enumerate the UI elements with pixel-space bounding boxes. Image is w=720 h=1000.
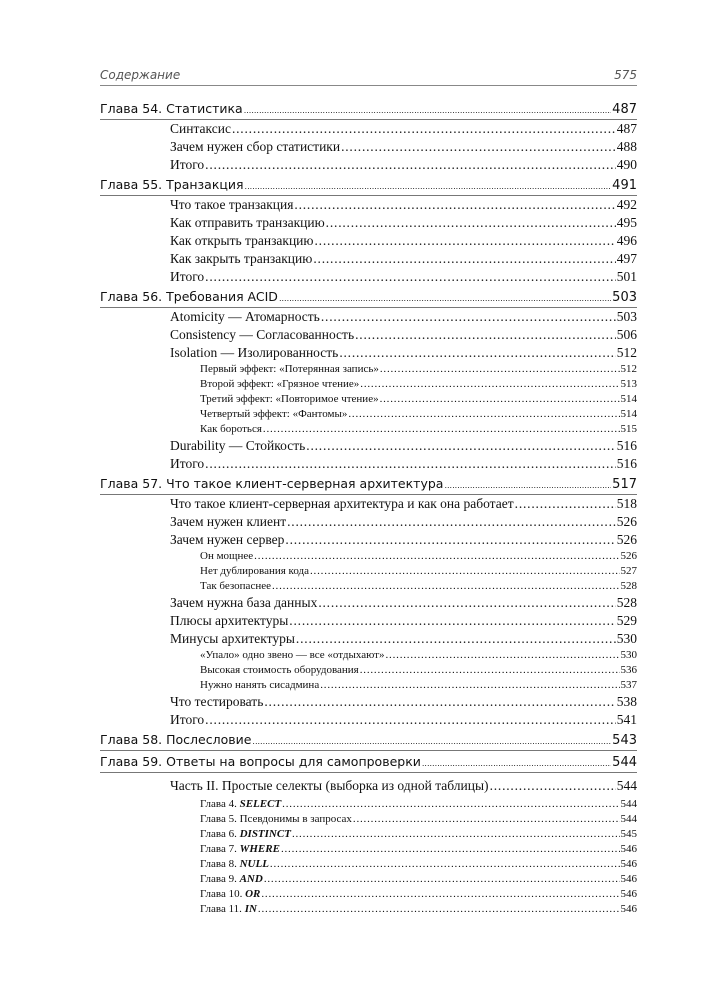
toc-section-entry[interactable] — [100, 437, 637, 455]
entry-title-text: Итого — [170, 456, 205, 471]
entry-title-text: Как открыть транзакцию — [170, 233, 314, 248]
entry-page-number: 526 — [620, 550, 637, 562]
chapter-title: Глава 56. Требования ACID — [100, 289, 278, 304]
entry-title — [200, 392, 379, 407]
entry-title — [170, 156, 204, 174]
toc-subsection-entry[interactable] — [100, 407, 637, 422]
entry-page-number: 501 — [616, 269, 637, 284]
dot-leader — [285, 531, 615, 549]
dot-leader — [339, 344, 615, 362]
entry-title — [200, 902, 257, 917]
entry-title — [170, 711, 204, 729]
toc-subsection-entry[interactable] — [100, 857, 637, 872]
entry-page-number: 526 — [616, 514, 637, 529]
toc-chapter-entry[interactable] — [100, 99, 637, 118]
toc-subsection-entry[interactable] — [100, 392, 637, 407]
dot-leader — [326, 214, 616, 232]
entry-page-number: 546 — [620, 858, 637, 870]
entry-title-text: Зачем нужен сервер — [170, 532, 285, 547]
entry-page-number: 530 — [620, 649, 637, 661]
entry-page-number: 512 — [620, 363, 637, 375]
toc-subsection-entry[interactable] — [100, 797, 637, 812]
toc-subsection-entry[interactable] — [100, 678, 637, 693]
entry-title — [200, 648, 385, 663]
entry-title — [170, 308, 320, 326]
dot-leader — [263, 422, 620, 437]
entry-title-text: Глава 4. — [200, 798, 240, 810]
toc-section-entry[interactable] — [100, 326, 637, 344]
entry-page-number: 488 — [616, 139, 637, 154]
entry-title — [170, 196, 293, 214]
entry-title — [200, 812, 352, 827]
entry-page-number: 506 — [616, 327, 637, 342]
dot-leader — [292, 827, 620, 842]
chapter-title: Глава 57. Что такое клиент-серверная архитектура — [100, 476, 444, 491]
dot-leader — [205, 268, 616, 286]
entry-title-text: Durability — Стойкость — [170, 438, 306, 453]
dot-leader — [321, 308, 616, 326]
entry-title-text: Глава 7. — [200, 843, 240, 855]
toc-section-entry[interactable] — [100, 711, 637, 729]
entry-title-text: Isolation — Изолированность — [170, 345, 339, 360]
dot-leader — [380, 362, 620, 377]
entry-title-text: Четвертый эффект: «Фантомы» — [200, 408, 348, 420]
toc-subsection-entry[interactable] — [100, 579, 637, 594]
entry-page-number: 545 — [620, 828, 637, 840]
entry-title — [170, 513, 286, 531]
toc-section-entry[interactable] — [100, 120, 637, 138]
entry-title — [170, 612, 288, 630]
entry-page-number: 544 — [616, 778, 637, 793]
running-header — [100, 68, 637, 84]
toc-chapter-entry[interactable] — [100, 730, 637, 749]
entry-title — [170, 455, 204, 473]
entry-title — [200, 872, 263, 887]
dot-leader — [355, 326, 616, 344]
toc-section-entry[interactable] — [100, 630, 637, 648]
entry-title-keyword: DISTINCT — [239, 828, 291, 840]
dot-leader — [296, 630, 616, 648]
toc-section-entry[interactable] — [100, 612, 637, 630]
entry-title — [170, 693, 263, 711]
dot-leader — [515, 495, 616, 513]
toc-section-entry[interactable] — [100, 196, 637, 214]
dot-leader — [341, 138, 616, 156]
dot-leader — [289, 612, 615, 630]
entry-page-number: 546 — [620, 843, 637, 855]
toc-section-entry[interactable] — [100, 232, 637, 250]
entry-title — [200, 797, 281, 812]
toc-subsection-entry[interactable] — [100, 887, 637, 902]
entry-title-text: Как закрыть транзакцию — [170, 251, 313, 266]
entry-page-number: 527 — [620, 565, 637, 577]
toc-section-entry[interactable] — [100, 495, 637, 513]
entry-title — [170, 777, 489, 795]
toc-section-entry[interactable] — [100, 693, 637, 711]
entry-title — [170, 495, 514, 513]
dot-leader — [205, 156, 616, 174]
chapter-page-number: 543 — [612, 733, 637, 748]
entry-title — [170, 250, 312, 268]
chapter-page-number: 503 — [612, 290, 637, 305]
entry-title — [170, 531, 284, 549]
toc-chapter-entry[interactable] — [100, 752, 637, 771]
dot-leader — [386, 648, 620, 663]
toc-chapter-entry[interactable] — [100, 175, 637, 194]
toc-chapter-entry[interactable] — [100, 287, 637, 306]
table-of-contents — [100, 99, 637, 917]
entry-title-text: Глава 9. — [200, 873, 240, 885]
dot-leader — [282, 797, 619, 812]
entry-page-number: 518 — [616, 496, 637, 511]
toc-section-entry[interactable] — [100, 531, 637, 549]
toc-section-entry[interactable] — [100, 214, 637, 232]
dot-leader — [252, 732, 611, 751]
entry-page-number: 497 — [616, 251, 637, 266]
chapter-page-number: 487 — [612, 102, 637, 117]
entry-title — [200, 663, 359, 678]
toc-subsection-entry[interactable] — [100, 362, 637, 377]
entry-title-text: Итого — [170, 269, 205, 284]
entry-page-number: 546 — [620, 903, 637, 915]
entry-title-text: Глава 5. Псевдонимы в запросах — [200, 813, 352, 825]
entry-title-text: Atomicity — Атомарность — [170, 309, 320, 324]
entry-page-number: 528 — [616, 595, 637, 610]
entry-title — [170, 120, 231, 138]
entry-page-number: 490 — [616, 157, 637, 172]
toc-section-entry[interactable] — [100, 455, 637, 473]
entry-page-number: 546 — [620, 888, 637, 900]
entry-page-number: 495 — [616, 215, 637, 230]
entry-page-number: 512 — [616, 345, 637, 360]
entry-title-text: Итого — [170, 712, 205, 727]
toc-section-entry[interactable] — [100, 156, 637, 174]
chapter-title: Глава 58. Послесловие — [100, 732, 252, 747]
entry-title-text: Первый эффект: «Потерянная запись» — [200, 363, 379, 375]
dot-leader — [422, 754, 611, 773]
entry-title — [200, 377, 359, 392]
toc-section-entry[interactable] — [100, 777, 637, 795]
entry-title-text: Зачем нужен клиент — [170, 514, 287, 529]
entry-title-text: Второй эффект: «Грязное чтение» — [200, 378, 360, 390]
dot-leader — [380, 392, 620, 407]
entry-page-number: 544 — [620, 798, 637, 810]
entry-page-number: 515 — [620, 423, 637, 435]
entry-title-text: Минусы архитектуры — [170, 631, 295, 646]
dot-leader — [444, 476, 611, 495]
toc-subsection-entry[interactable] — [100, 902, 637, 917]
toc-subsection-entry[interactable] — [100, 663, 637, 678]
dot-leader — [245, 177, 612, 196]
entry-title-text: Что тестировать — [170, 694, 264, 709]
dot-leader — [270, 857, 620, 872]
chapter-title: Глава 55. Транзакция — [100, 177, 244, 192]
entry-title-keyword: OR — [245, 888, 261, 900]
dot-leader — [258, 902, 620, 917]
dot-leader — [360, 377, 619, 392]
entry-title — [170, 326, 354, 344]
dot-leader — [348, 407, 619, 422]
dot-leader — [490, 777, 616, 795]
dot-leader — [306, 437, 615, 455]
toc-subsection-entry[interactable] — [100, 842, 637, 857]
dot-leader — [279, 289, 611, 308]
toc-subsection-entry[interactable] — [100, 377, 637, 392]
entry-page-number: 516 — [616, 438, 637, 453]
toc-section-entry[interactable] — [100, 344, 637, 362]
entry-title-text: Зачем нужен сбор статистики — [170, 139, 341, 154]
entry-title — [200, 579, 271, 594]
entry-title-text: Как бороться — [200, 423, 262, 435]
entry-title — [170, 594, 317, 612]
entry-title-text: Нет дублирования кода — [200, 565, 309, 577]
toc-subsection-entry[interactable] — [100, 827, 637, 842]
entry-title-keyword: NULL — [239, 858, 269, 870]
entry-title — [200, 407, 347, 422]
entry-page-number: 487 — [616, 121, 637, 136]
toc-subsection-entry[interactable] — [100, 564, 637, 579]
chapter-page-number: 491 — [612, 178, 637, 193]
dot-leader — [320, 678, 619, 693]
dot-leader — [264, 693, 615, 711]
toc-chapter-entry[interactable] — [100, 474, 637, 493]
header-rule — [100, 85, 637, 86]
entry-page-number: 528 — [620, 580, 637, 592]
entry-title-text: Итого — [170, 157, 205, 172]
entry-page-number: 514 — [620, 408, 637, 420]
toc-section-entry[interactable] — [100, 268, 637, 286]
toc-subsection-entry[interactable] — [100, 422, 637, 437]
dot-leader — [294, 196, 615, 214]
entry-title — [200, 842, 280, 857]
entry-page-number: 526 — [616, 532, 637, 547]
entry-title — [200, 887, 260, 902]
toc-section-entry[interactable] — [100, 308, 637, 326]
entry-title-keyword: WHERE — [239, 843, 280, 855]
dot-leader — [287, 513, 616, 531]
page-number: 575 — [614, 68, 637, 82]
entry-title — [200, 422, 262, 437]
entry-title-text: Что такое клиент-серверная архитектура и как она работает — [170, 496, 514, 511]
entry-title-text: Глава 8. — [200, 858, 240, 870]
dot-leader — [232, 120, 616, 138]
toc-section-entry[interactable] — [100, 250, 637, 268]
entry-title-text: Так безопаснее — [200, 580, 271, 592]
entry-title-keyword: AND — [239, 873, 263, 885]
entry-page-number: 516 — [616, 456, 637, 471]
toc-subsection-entry[interactable] — [100, 812, 637, 827]
entry-page-number: 496 — [616, 233, 637, 248]
entry-title-keyword: SELECT — [239, 798, 282, 810]
entry-title-keyword: IN — [244, 903, 257, 915]
entry-title-text: Синтаксис — [170, 121, 231, 136]
chapter-page-number: 544 — [612, 755, 637, 770]
entry-title-text: Consistency — Согласованность — [170, 327, 355, 342]
entry-title-text: Третий эффект: «Повторимое чтение» — [200, 393, 379, 405]
running-header-title: Содержание — [100, 68, 181, 82]
dot-leader — [244, 101, 611, 120]
dot-leader — [272, 579, 620, 594]
toc-subsection-entry[interactable] — [100, 872, 637, 887]
toc-section-entry[interactable] — [100, 138, 637, 156]
entry-title-text: Что такое транзакция — [170, 197, 294, 212]
dot-leader — [205, 455, 616, 473]
entry-page-number: 530 — [616, 631, 637, 646]
entry-title — [170, 214, 325, 232]
entry-title — [200, 678, 319, 693]
entry-title — [170, 268, 204, 286]
entry-title-text: Глава 10. — [200, 888, 246, 900]
dot-leader — [205, 711, 616, 729]
chapter-title: Глава 59. Ответы на вопросы для самопроверки — [100, 754, 421, 769]
entry-title-text: Зачем нужна база данных — [170, 595, 318, 610]
dot-leader — [310, 564, 620, 579]
entry-title — [170, 630, 295, 648]
entry-page-number: 537 — [620, 679, 637, 691]
chapter-page-number: 517 — [612, 477, 637, 492]
toc-subsection-entry[interactable] — [100, 549, 637, 564]
dot-leader — [360, 663, 620, 678]
dot-leader — [318, 594, 615, 612]
entry-page-number: 546 — [620, 873, 637, 885]
dot-leader — [281, 842, 620, 857]
entry-page-number: 541 — [616, 712, 637, 727]
toc-subsection-entry[interactable] — [100, 648, 637, 663]
entry-page-number: 529 — [616, 613, 637, 628]
entry-title-text: Он мощнее — [200, 550, 254, 562]
entry-title — [200, 549, 253, 564]
chapter-title: Глава 54. Статистика — [100, 101, 243, 116]
dot-leader — [261, 887, 619, 902]
entry-page-number: 514 — [620, 393, 637, 405]
entry-title-text: Высокая стоимость оборудования — [200, 664, 359, 676]
entry-page-number: 503 — [616, 309, 637, 324]
entry-title-text: Глава 11. — [200, 903, 245, 915]
entry-title-text: Глава 6. — [200, 828, 240, 840]
entry-title — [200, 362, 379, 377]
entry-title-text: Плюсы архитектуры — [170, 613, 289, 628]
toc-section-entry[interactable] — [100, 513, 637, 531]
entry-title — [170, 437, 305, 455]
dot-leader — [254, 549, 619, 564]
entry-title — [170, 232, 313, 250]
entry-page-number: 536 — [620, 664, 637, 676]
entry-title — [170, 344, 338, 362]
entry-title-text: Нужно нанять сисадмина — [200, 679, 320, 691]
dot-leader — [353, 812, 620, 827]
entry-title — [200, 827, 291, 842]
toc-section-entry[interactable] — [100, 594, 637, 612]
entry-title — [200, 857, 269, 872]
dot-leader — [313, 250, 615, 268]
entry-title-text: Как отправить транзакцию — [170, 215, 325, 230]
entry-page-number: 544 — [620, 813, 637, 825]
entry-title-text: Часть II. Простые селекты (выборка из одной таблицы) — [170, 778, 489, 793]
entry-page-number: 513 — [620, 378, 637, 390]
entry-page-number: 492 — [616, 197, 637, 212]
entry-title — [200, 564, 309, 579]
dot-leader — [264, 872, 620, 887]
entry-title — [170, 138, 340, 156]
entry-page-number: 538 — [616, 694, 637, 709]
dot-leader — [314, 232, 615, 250]
entry-title-text: «Упало» одно звено — все «отдыхают» — [200, 649, 385, 661]
